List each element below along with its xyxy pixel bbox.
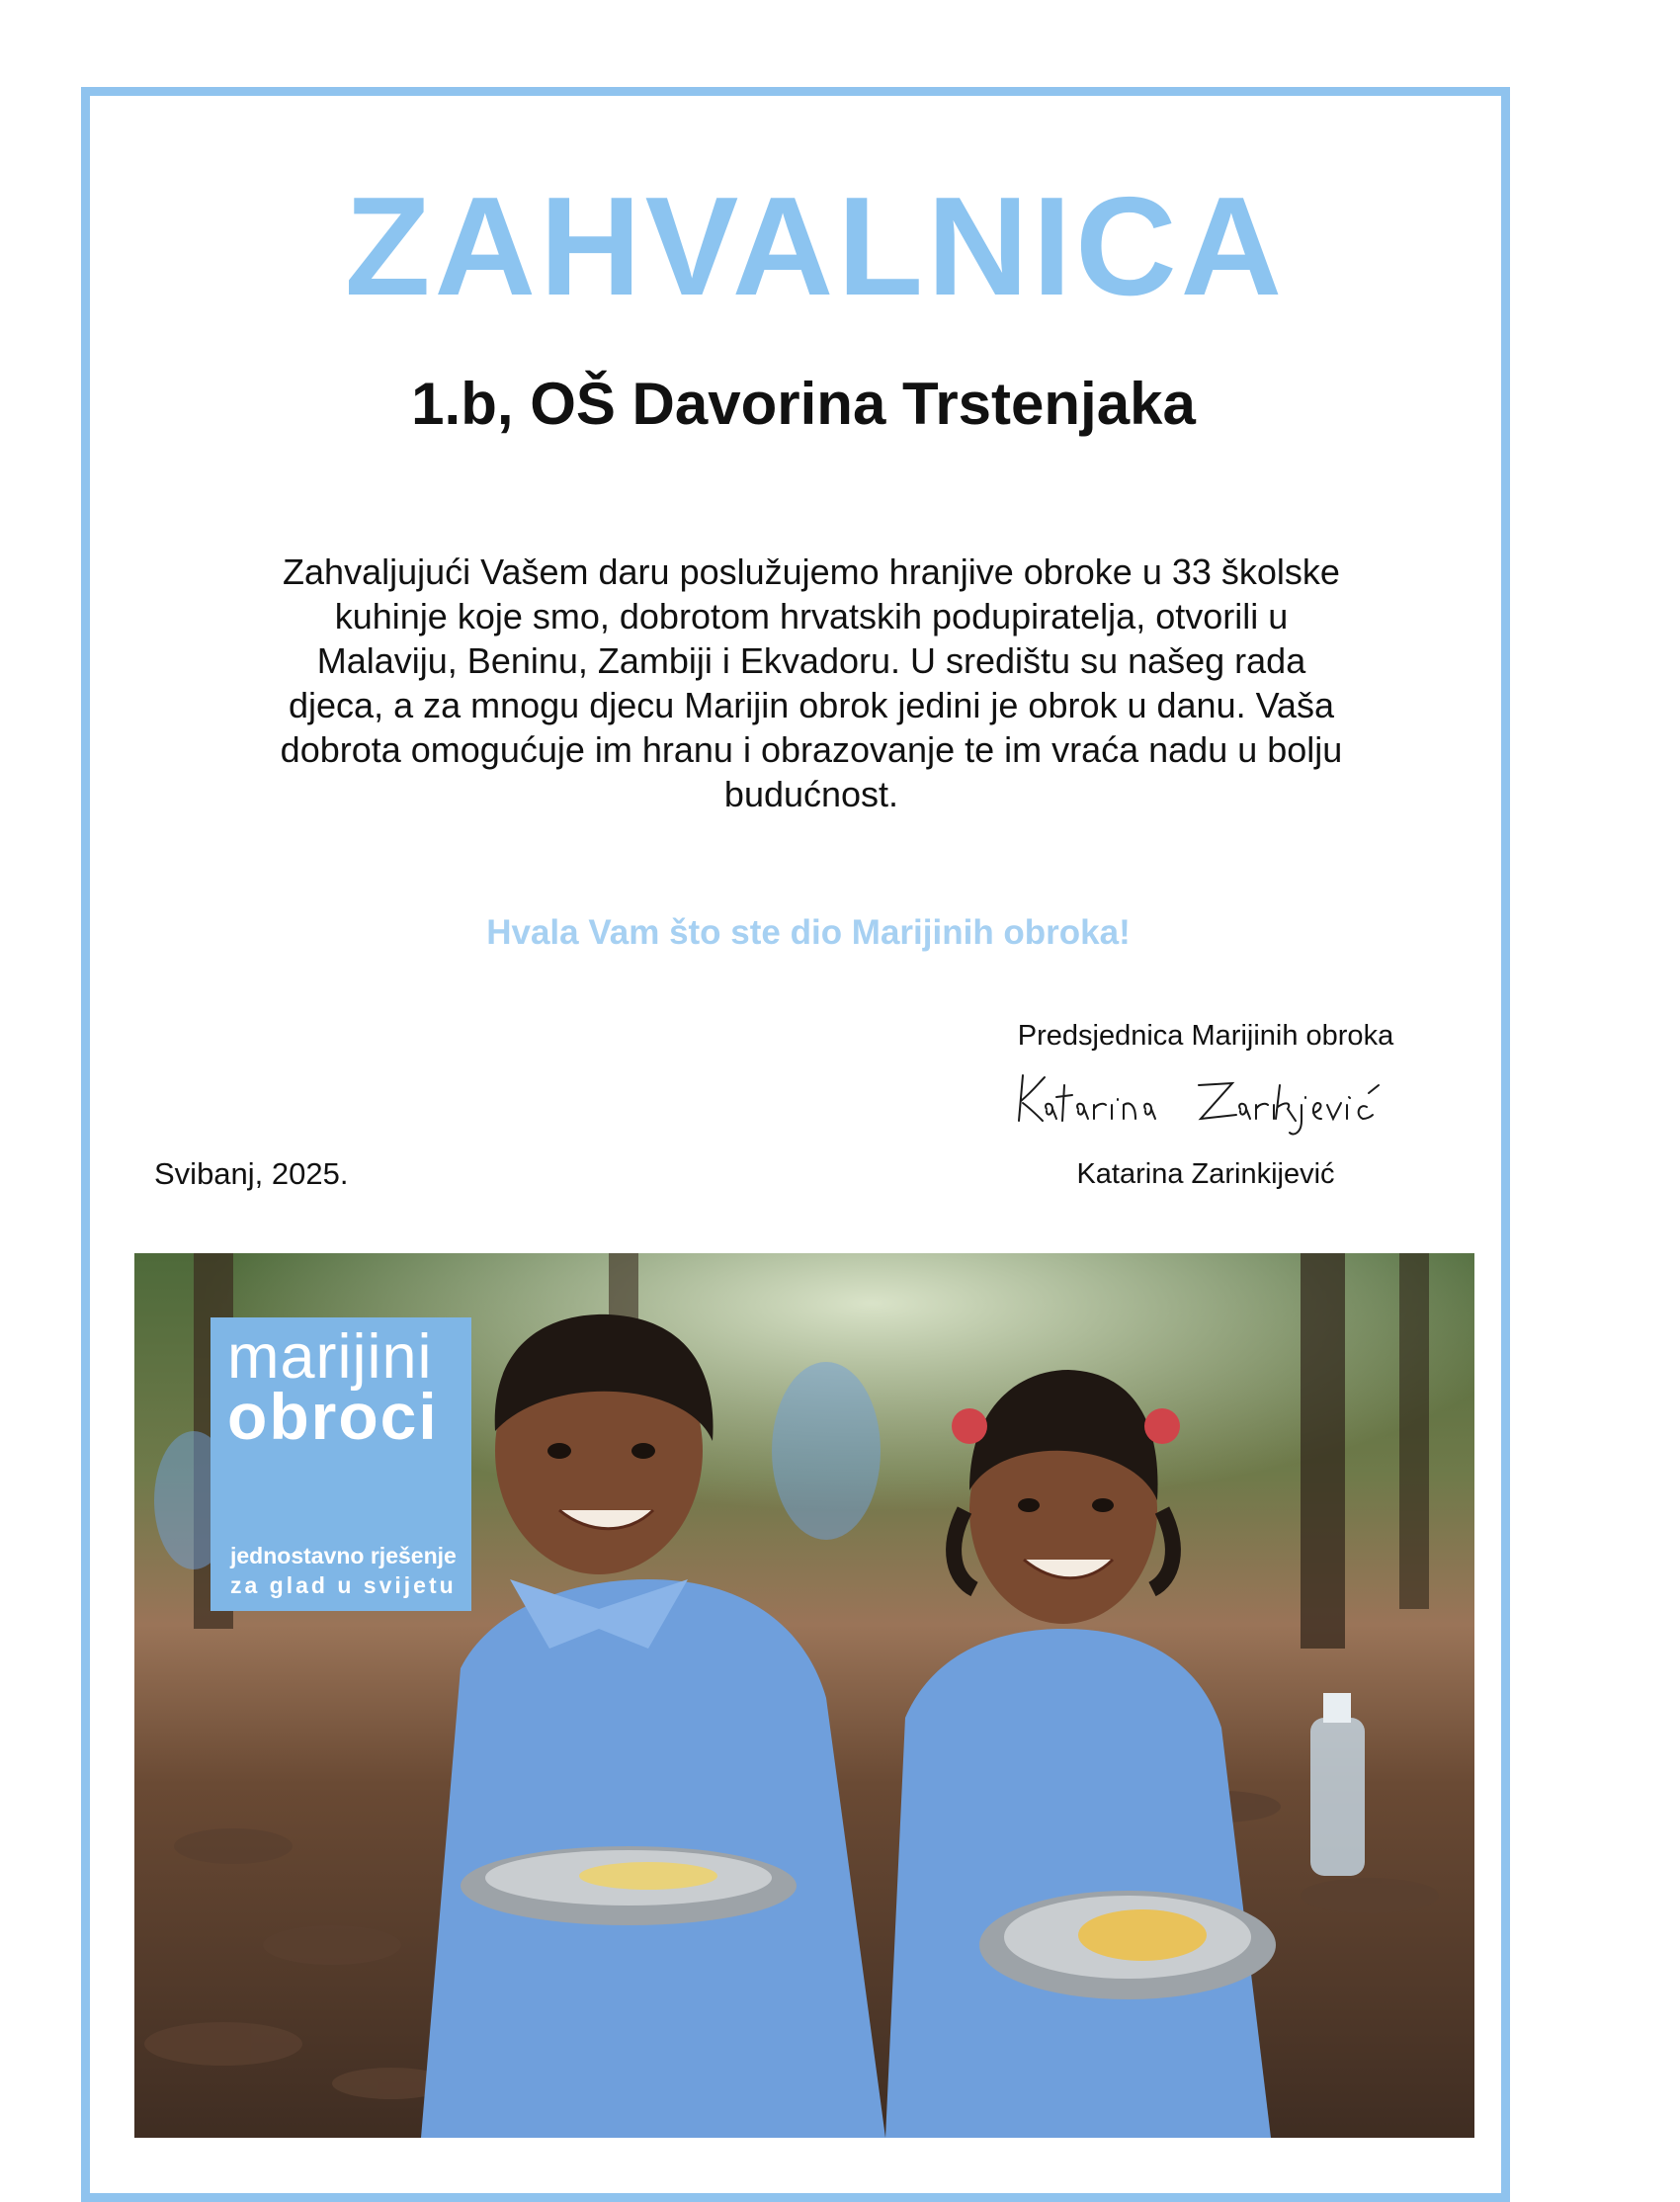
signer-name: Katarina Zarinkijević bbox=[1076, 1158, 1335, 1190]
body-paragraph bbox=[212, 550, 1410, 816]
certificate-date: Svibanj, 2025. bbox=[154, 1156, 349, 1191]
logo-text-marijini: marijini bbox=[227, 1322, 433, 1392]
logo-tagline: za glad u svijetu bbox=[230, 1572, 457, 1598]
signer-role: Predsjednica Marijinih obroka bbox=[1017, 1020, 1394, 1052]
recipient-name: 1.b, OŠ Davorina Trstenjaka bbox=[411, 371, 1196, 437]
logo-text-obroci: obroci bbox=[227, 1380, 439, 1453]
body-line: Malaviju, Beninu, Zambiji i Ekvadoru. U središtu su našeg rada bbox=[316, 640, 1306, 681]
body-line: Zahvaljujući Vašem daru poslužujemo hranjive obroke u 33 školske bbox=[283, 551, 1340, 592]
thanks-message: Hvala Vam što ste dio Marijinih obroka! bbox=[486, 913, 1131, 952]
certificate-title: ZAHVALNICA bbox=[344, 168, 1287, 325]
marijini-obroci-logo bbox=[210, 1317, 471, 1611]
body-line: djeca, a za mnogu djecu Marijin obrok jedini je obrok u danu. Vaša bbox=[289, 685, 1334, 725]
handwritten-signature bbox=[1013, 1063, 1428, 1143]
body-line: kuhinje koje smo, dobrotom hrvatskih podupiratelja, otvorili u bbox=[334, 596, 1289, 636]
logo-tagline: jednostavno rješenje bbox=[230, 1543, 457, 1568]
body-line: dobrota omogućuje im hranu i obrazovanje te im vraća nadu u bolju bbox=[280, 729, 1343, 770]
body-line: budućnost. bbox=[723, 774, 899, 814]
